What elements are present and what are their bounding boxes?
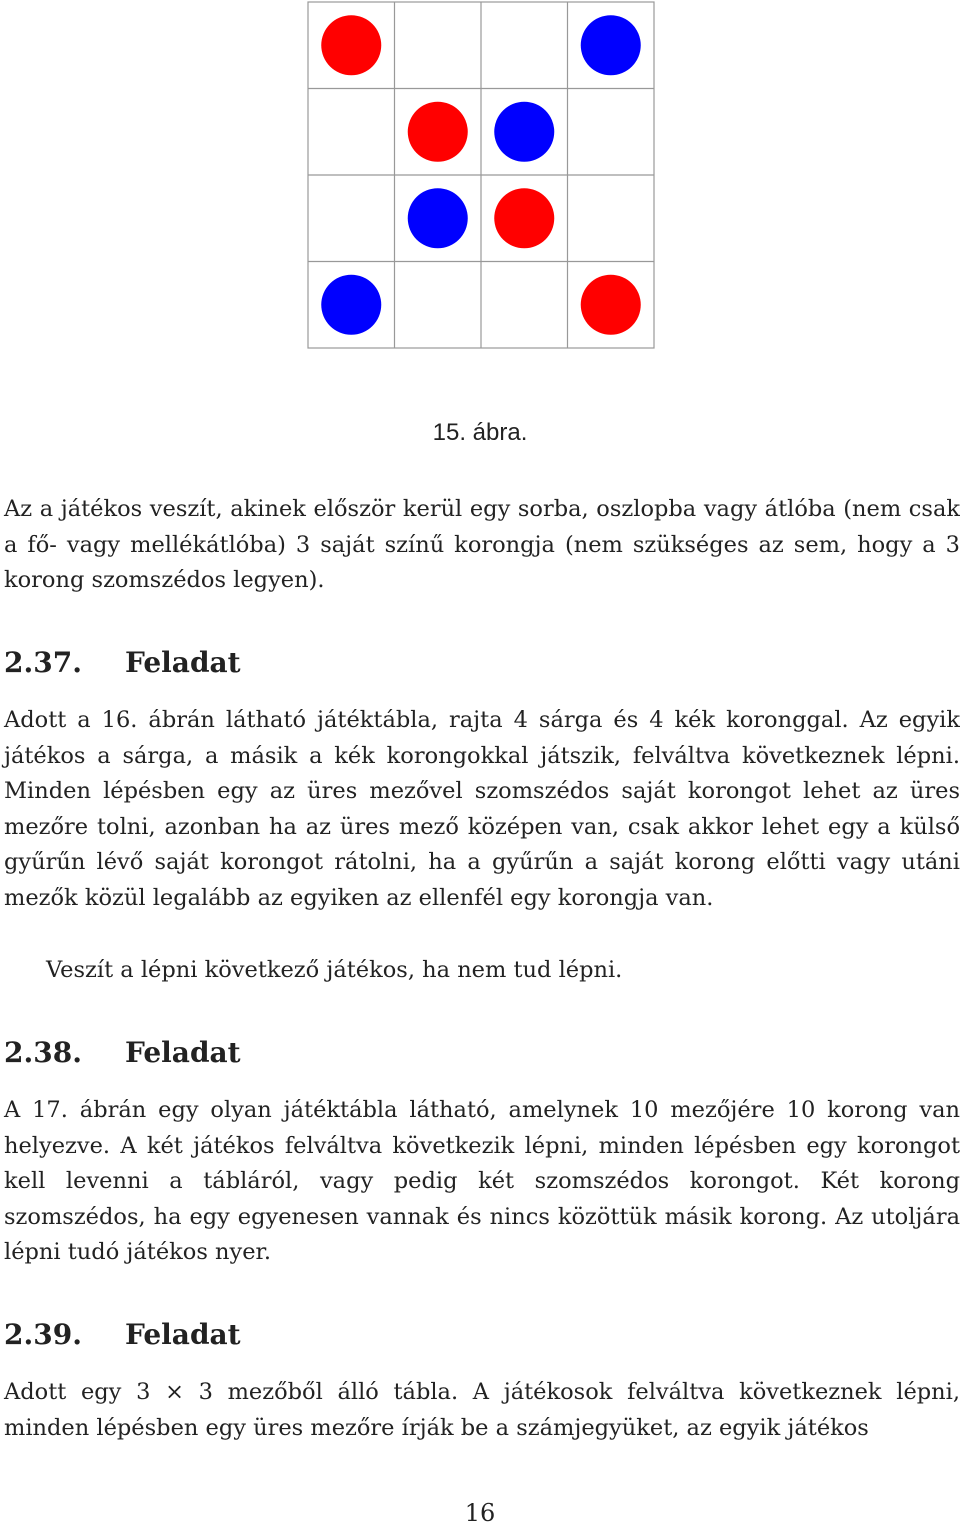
task-2-39-heading: [4, 1318, 241, 1352]
figure-caption: 15. ábra.: [432, 419, 528, 446]
intro-paragraph: Az a játékos veszít, akinek először kerül egy sorba, oszlopba vagy átlóba (nem csak a fő- vagy mellékátlóba) 3 saját színű korongja (nem szükséges az sem, hogy a 3 korong szomszédos legyen).: [4, 496, 960, 593]
task-2-37-paragraph-1: Adott a 16. ábrán látható játéktábla, rajta 4 sárga és 4 kék koronggal. Az egyik játékos a sárga, a másik a kék korongokkal játszik, felváltva következnek lépni. Minden lépésben egy az üres mezővel szomszédos saját korongot lehet az üres mezőre tolni, azonban ha az üres mező középen van, csak akkor lehet egy a külső gyűrűn lévő saját korongot rátolni, ha a gyűrűn a saját korong előtti vagy utáni mezők közül legalább az egyiken az ellenfél egy korongja van.: [4, 707, 960, 911]
blue-disc: [494, 102, 554, 162]
game-board-figure: [307, 1, 655, 349]
task-title: Feladat: [125, 1318, 241, 1351]
red-disc: [408, 102, 468, 162]
task-title: Feladat: [125, 646, 241, 679]
task-number: 2.37.: [4, 646, 82, 679]
page-number: 16: [464, 1499, 496, 1527]
task-2-38-paragraph-1: A 17. ábrán egy olyan játéktábla látható, amelynek 10 mezőjére 10 korong van helyezve. A két játékos felváltva következik lépni, minden lépésben egy korongot kell levenni a tábláról, vagy pedig két szomszédos korongot. Két korong szomszédos, ha egy egyenesen vannak és nincs közöttük másik korong. Az utoljára lépni tudó játékos nyer.: [4, 1097, 960, 1265]
task-2-38-heading: [4, 1036, 241, 1070]
task-title: Feladat: [125, 1036, 241, 1069]
red-disc: [494, 188, 554, 248]
task-2-37-paragraph-2-text: Veszít a lépni következő játékos, ha nem tud lépni.: [46, 957, 623, 983]
red-disc: [581, 275, 641, 335]
task-number: 2.38.: [4, 1036, 82, 1069]
task-2-37-paragraph-2: [4, 953, 960, 989]
red-disc: [321, 15, 381, 75]
blue-disc: [408, 188, 468, 248]
task-2-39-paragraph-1: Adott egy 3 × 3 mezőből álló tábla. A játékosok felváltva következnek lépni, minden lépésben egy üres mezőre írják be a számjegyüket, az egyik játékos: [4, 1379, 960, 1441]
blue-disc: [321, 275, 381, 335]
task-number: 2.39.: [4, 1318, 82, 1351]
task-2-37-heading: [4, 646, 241, 680]
blue-disc: [581, 15, 641, 75]
